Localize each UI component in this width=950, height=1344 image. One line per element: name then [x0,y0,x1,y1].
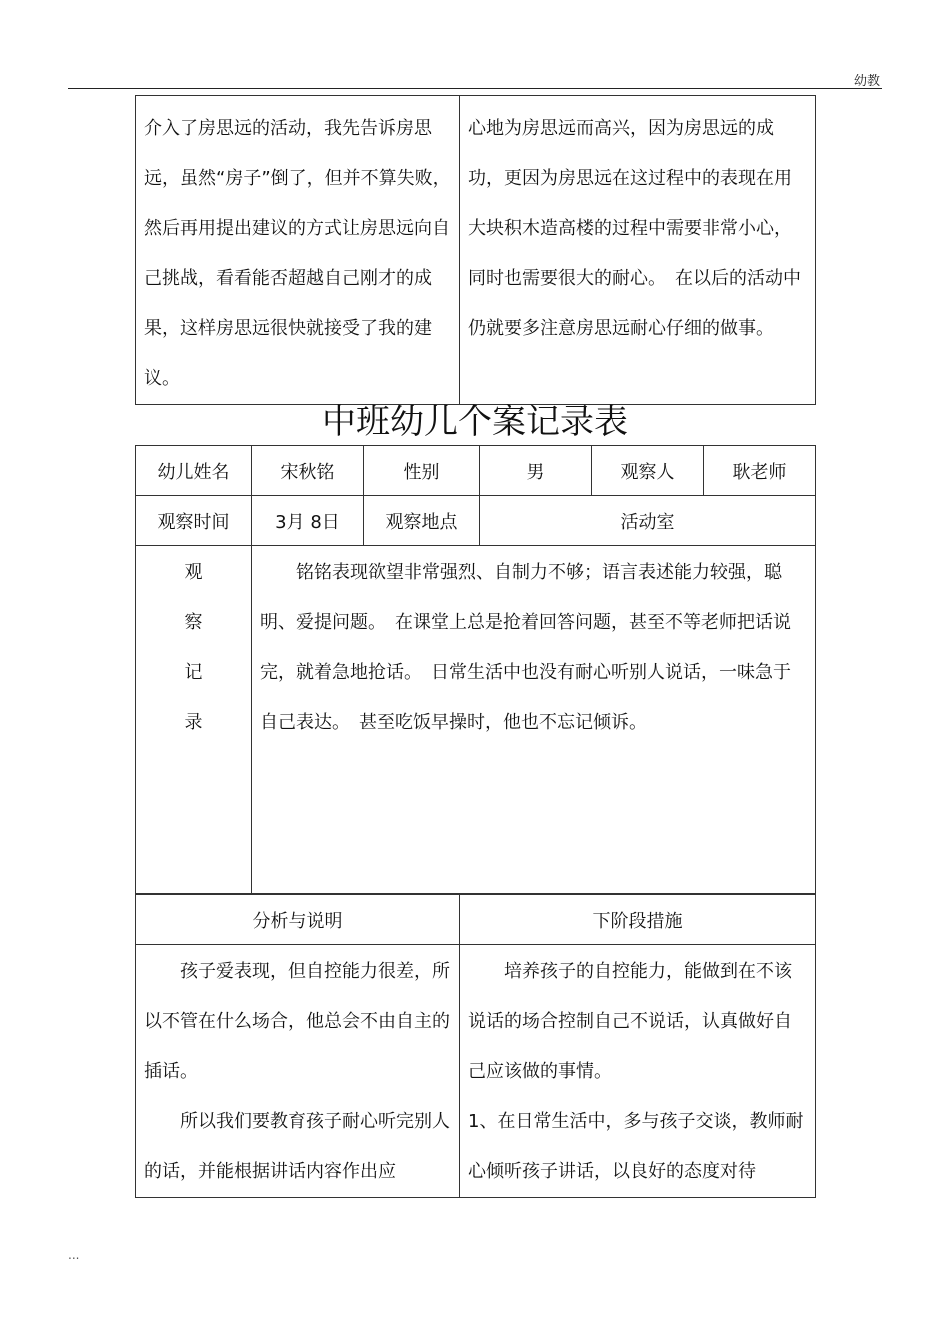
name-value: 宋秋铭 [252,446,364,496]
record-label-char: 察 [184,612,203,633]
analysis-paragraph: 所以我们要教育孩子耐心听完别人的话，并能根据讲话内容作出应 [144,1111,450,1182]
observer-value: 耿老师 [704,446,816,496]
time-label: 观察时间 [136,496,252,546]
continuation-table [135,95,816,405]
time-value: 3月 8日 [252,496,364,546]
analysis-paragraph: 孩子爱表现，但自控能力很差，所以不管在什么场合，他总会不由自主的插话。 [144,961,450,1082]
header-rule [68,88,882,89]
form-title: 中班幼儿个案记录表 [322,402,628,442]
record-label-char: 记 [184,662,203,683]
record-label [136,546,252,894]
analysis-table [135,894,816,1198]
record-table [135,445,816,894]
analysis-label: 分析与说明 [136,895,460,945]
gender-value: 男 [480,446,592,496]
continuation-right-text: 心地为房思远而高兴，因为房思远的成功，更因为房思远在这过程中的表现在用大块积木造高楼的过程中需要非常小心，同时也需要很大的耐心。 在以后的活动中仍就要多注意房思远耐心仔细的做事。 [460,96,816,405]
continuation-left-text: 介入了房思远的活动，我先告诉房思远，虽然“房子”倒了，但并不算失败，然后再用提出建议的方式让房思远向自己挑战，看看能否超越自己刚才的成果，这样房思远很快就接受了我的建议。 [136,96,460,405]
gender-label: 性别 [364,446,480,496]
observer-label: 观察人 [592,446,704,496]
footer-mark: ... [68,1248,80,1262]
record-text: 铭铭表现欲望非常强烈、自制力不够；语言表述能力较强，聪明、爱提问题。 在课堂上总是抢着回答问题，甚至不等老师把话说完，就着急地抢话。 日常生活中也没有耐心听别人说话，一味急于自己表达。 甚至吃饭早操时，他也不忘记倾诉。 [260,562,791,733]
analysis-cell [136,945,460,1198]
place-value: 活动室 [480,496,816,546]
measures-label: 下阶段措施 [460,895,816,945]
record-label-char: 录 [184,712,203,733]
record-text-cell [252,546,816,894]
measures-paragraph: 1、在日常生活中，多与孩子交谈，教师耐心倾听孩子讲话，以良好的态度对待 [468,1111,804,1182]
place-label: 观察地点 [364,496,480,546]
name-label: 幼儿姓名 [136,446,252,496]
measures-cell [460,945,816,1198]
header-label: 幼教 [853,74,880,89]
measures-paragraph: 培养孩子的自控能力，能做到在不该说话的场合控制自己不说话，认真做好自己应该做的事情。 [468,961,792,1082]
record-label-char: 观 [184,562,203,583]
